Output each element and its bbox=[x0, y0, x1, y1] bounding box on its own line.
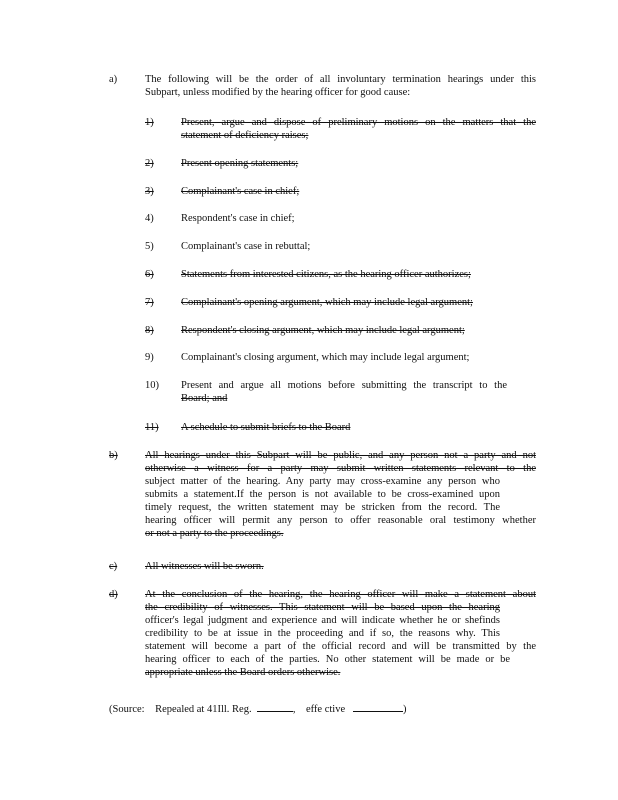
item-number: 6) bbox=[145, 269, 154, 280]
para-line-struck: appropriate unless the Board orders otherwise. bbox=[145, 667, 341, 678]
source-suffix: ) bbox=[403, 704, 407, 715]
intro-line: Subpart, unless modified by the hearing officer for good cause: bbox=[145, 87, 411, 98]
item-number: 2) bbox=[145, 158, 154, 169]
source-note bbox=[109, 700, 407, 716]
section-a-label: a) bbox=[109, 74, 118, 85]
section-c-label: c) bbox=[109, 561, 118, 572]
para-line-struck: All hearings under this Subpart will be public, and any person not a party and not bbox=[145, 450, 536, 461]
item-line-struck: Board; and bbox=[181, 393, 228, 404]
item-text-struck: Complainant's case in chief; bbox=[181, 186, 300, 197]
item-number: 3) bbox=[145, 186, 154, 197]
item-line: Present and argue all motions before submitting the transcript to the bbox=[181, 380, 507, 391]
item-number: 1) bbox=[145, 117, 154, 128]
source-comma: , bbox=[292, 704, 296, 715]
register-blank bbox=[257, 700, 293, 712]
item-text-struck: Present opening statements; bbox=[181, 158, 299, 169]
para-line: credibility to be at issue in the proceeding and if so, the reasons why. This bbox=[145, 628, 500, 639]
para-line-struck: otherwise a witness for a party may submit written statements relevant to the bbox=[145, 463, 536, 474]
para-line: statement will become a part of the official record and will be transmitted by the bbox=[145, 641, 536, 652]
item-text bbox=[181, 379, 536, 405]
item-number: 10) bbox=[145, 380, 159, 391]
item-number: 5) bbox=[145, 241, 154, 252]
source-effective: effe ctive bbox=[305, 704, 346, 715]
effective-date-blank bbox=[353, 700, 403, 712]
section-b-text bbox=[145, 449, 536, 540]
section-c-text: All witnesses will be sworn. bbox=[145, 561, 264, 572]
section-d-label: d) bbox=[109, 589, 118, 600]
item-text-struck: Respondent's closing argument, which may include legal argument; bbox=[181, 325, 465, 336]
para-line: subject matter of the hearing. Any party may cross-examine any person who bbox=[145, 476, 500, 487]
section-a-intro bbox=[145, 73, 536, 99]
item-text: Complainant's closing argument, which may include legal argument; bbox=[181, 352, 470, 363]
para-line: hearing officer to each of the parties. No other statement will be made or be bbox=[145, 654, 510, 665]
section-b-label: b) bbox=[109, 450, 118, 461]
para-line-struck: At the conclusion of the hearing, the hearing officer will make a statement about bbox=[145, 589, 536, 600]
source-prefix: (Source: bbox=[109, 704, 145, 715]
item-text: Respondent's case in chief; bbox=[181, 213, 295, 224]
para-line: officer's legal judgment and experience and will indicate whether he or shefinds bbox=[145, 615, 500, 626]
item-text: Complainant's case in rebuttal; bbox=[181, 241, 311, 252]
intro-line: The following will be the order of all involuntary termination hearings under this bbox=[145, 74, 536, 85]
para-line-struck: or not a party to the proceedings. bbox=[145, 528, 284, 539]
item-text-struck: Complainant's opening argument, which may include legal argument; bbox=[181, 297, 473, 308]
item-number: 8) bbox=[145, 325, 154, 336]
item-line: statement of deficiency raises; bbox=[181, 130, 309, 141]
item-text-struck: A schedule to submit briefs to the Board bbox=[181, 422, 351, 433]
source-repealed: Repealed at 41Ill. Reg. bbox=[155, 704, 252, 715]
item-number: 11) bbox=[145, 422, 159, 433]
para-line: hearing officer will permit any person to offer reasonable oral testimony whether bbox=[145, 515, 536, 526]
para-line: submits a statement.If the person is not available to be cross-examined upon bbox=[145, 489, 500, 500]
para-line-struck: the credibility of witnesses. This statement will be based upon the hearing bbox=[145, 602, 500, 613]
item-number: 7) bbox=[145, 297, 154, 308]
item-line: Present, argue and dispose of preliminary motions on the matters that the bbox=[181, 117, 536, 128]
item-number: 4) bbox=[145, 213, 154, 224]
para-line: timely request, the written statement may be stricken from the record. The bbox=[145, 502, 500, 513]
item-text-struck bbox=[181, 116, 536, 142]
item-number: 9) bbox=[145, 352, 154, 363]
section-d-text bbox=[145, 588, 536, 679]
item-text-struck: Statements from interested citizens, as the hearing officer authorizes; bbox=[181, 269, 471, 280]
